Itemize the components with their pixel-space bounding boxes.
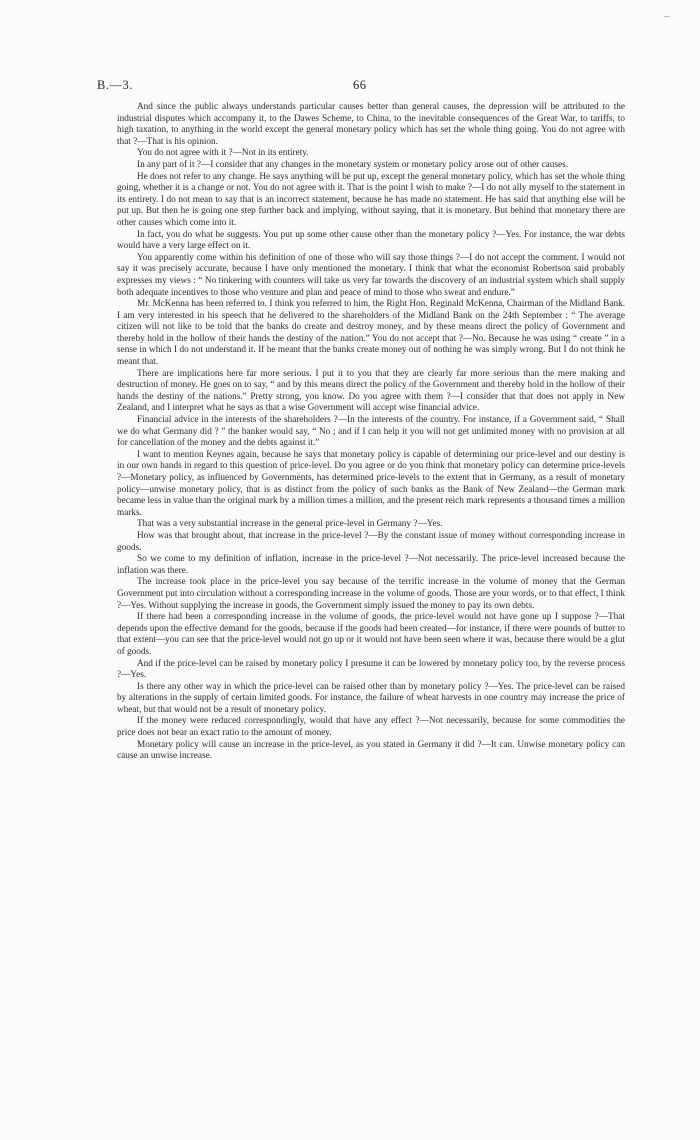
document-body xyxy=(117,102,625,763)
paragraph: That was a very substantial increase in the general price-level in Germany ?—Yes. xyxy=(137,519,443,530)
paragraph: Financial advice in the interests of the shareholders ?—In the interests of the country. For instance, if a Government said, “ Shall we do what Germany did ? ” the banker would say, “ No ; and if I can help it you will not get unlimited money with no provision at all for cancellation of the money and the debts against it.” xyxy=(117,415,625,449)
paragraph: He does not refer to any change. He says anything will be put up, except the general monetary policy, which has set the whole thing going, whether it is a change or not. You do not agree with it. That is the point I wish to make ?—I do not ally myself to the statement in its entirety. I do not mean to say that is an incorrect statement, because he has made no statement. He has said that anything else will be put up. But then he is going one step further back and implying, without saying, that it is monetary. But behind that monetary there are other causes which come into it. xyxy=(117,171,625,228)
paragraph: So we come to my definition of inflation, increase in the price-level ?—Not necessarily. The price-level increased because the inflation was there. xyxy=(117,554,625,576)
page-header xyxy=(97,78,625,100)
paragraph: I want to mention Keynes again, because he says that monetary policy is capable of determining our price-level and our destiny is in our own hands in regard to this question of price-level. Do you agree or do you think that monetary policy can determine price-levels ?—Monetary policy, as influenced by Governments, has determined price-levels to the extent that in Germany, as a result of monetary policy—unwise monetary policy, that is as distinct from the policy of such banks as the Bank of New Zealand—the German mark became less in value than the original mark by a million times a million, and the present reich mark represents a thousand times a million marks. xyxy=(117,449,625,518)
page-number: 66 xyxy=(353,78,367,92)
paragraph: In any part of it ?—I consider that any changes in the monetary system or monetary policy arose out of other causes. xyxy=(137,159,569,170)
paragraph: And if the price-level can be raised by monetary policy I presume it can be lowered by monetary policy too, by the reverse process ?—Yes. xyxy=(117,658,625,681)
paragraph: Mr. McKenna has been referred to. I think you referred to him, the Right Hon. Reginald McKenna, Chairman of the Midland Bank. I am very interested in his speech that he delivered to the shareholders of the Midland Bank on the 24th September : “ The average citizen will not like to be told that the banks do create and destroy money, and by these means direct the policy of Government and thereby hold in the hollow of their hands the destiny of the nation.” You do not accept that ?—No. Because he was using “ create ” in a sense in which I do not understand it. If he meant that the banks create money out of nothing he was simply wrong. But I do not think he meant that. xyxy=(117,299,625,368)
paragraph: If there had been a corresponding increase in the volume of goods, the price-level would not have gone up I suppose ?—That depends upon the effective demand for the goods, because if the goods had been created—for instance, if there were pounds of butter to that extent—you can see that the price-level would not go up or it would not have been seen where it was, because there would be a glut of goods. xyxy=(117,612,625,657)
paragraph: You do not agree with it ?—Not in its entirety. xyxy=(137,148,309,159)
paragraph: You apparently come within his definition of one of those who will say those things ?—I do not accept the comment. I would not say it was precisely accurate, because I have only mentioned the monetary. I think that what the economist Robertson said probably expresses my views : “ No tinkering with counters will take us very far towards the discovery of an industrial system which shall supply both adequate incentives to those who venture and plan and peace of mind to those who sweat and endure.” xyxy=(117,252,625,298)
paragraph: Monetary policy will cause an increase in the price-level, as you stated in Germany it did ?—It can. Unwise monetary policy can cause an unwise increase. xyxy=(117,739,625,762)
paragraph: There are implications here far more serious. I put it to you that they are clearly far more serious than the mere making and destruction of money. He goes on to say, “ and by this means direct the policy of the Government and thereby hold in the hollow of their hands the destiny of the nations.” Pretty strong, you know. Do you agree with them ?—I consider that that does not apply in New Zealand, and I interpret what he says as that a wise Government will accept wise financial advice. xyxy=(117,368,625,414)
section-reference: B.—3. xyxy=(97,78,133,92)
document-page xyxy=(97,78,625,763)
paragraph: Is there any other way in which the price-level can be raised other than by monetary policy ?—Yes. The price-level can be raised by alterations in the supply of certain limited goods. For instance, the failure of wheat harvests in one country may increase the price of wheat, but that would not be a result of monetary policy. xyxy=(117,681,625,715)
paragraph: In fact, you do what he suggests. You put up some other cause other than the monetary policy ?—Yes. For instance, the war debts would have a very large effect on it. xyxy=(117,229,625,252)
paragraph: How was that brought about, that increase in the price-level ?—By the constant issue of money without corresponding increase in goods. xyxy=(117,530,625,553)
paragraph: If the money were reduced correspondingly, would that have any effect ?—Not necessarily, because for some commodities the price does not bear an exact ratio to the amount of money. xyxy=(117,716,625,739)
paragraph: The increase took place in the price-level you say because of the terrific increase in the volume of money that the German Government put into circulation without a corresponding increase in the volume of goods. Those are your words, or to that effect, I think ?—Yes. Without supplying the increase in goods, the Government simply issued the money to pay its own debts. xyxy=(117,577,625,611)
scan-edge-mark xyxy=(664,16,670,17)
paragraph: And since the public always understands particular causes better than general causes, the depression will be attributed to the industrial disputes which accompany it, to the Dawes Scheme, to China, to the inevitable consequences of the Great War, to tariffs, to high taxation, to anything in the world except the general monetary policy which has set the whole thing going. You do not agree with that ?—That is his opinion. xyxy=(117,102,625,147)
